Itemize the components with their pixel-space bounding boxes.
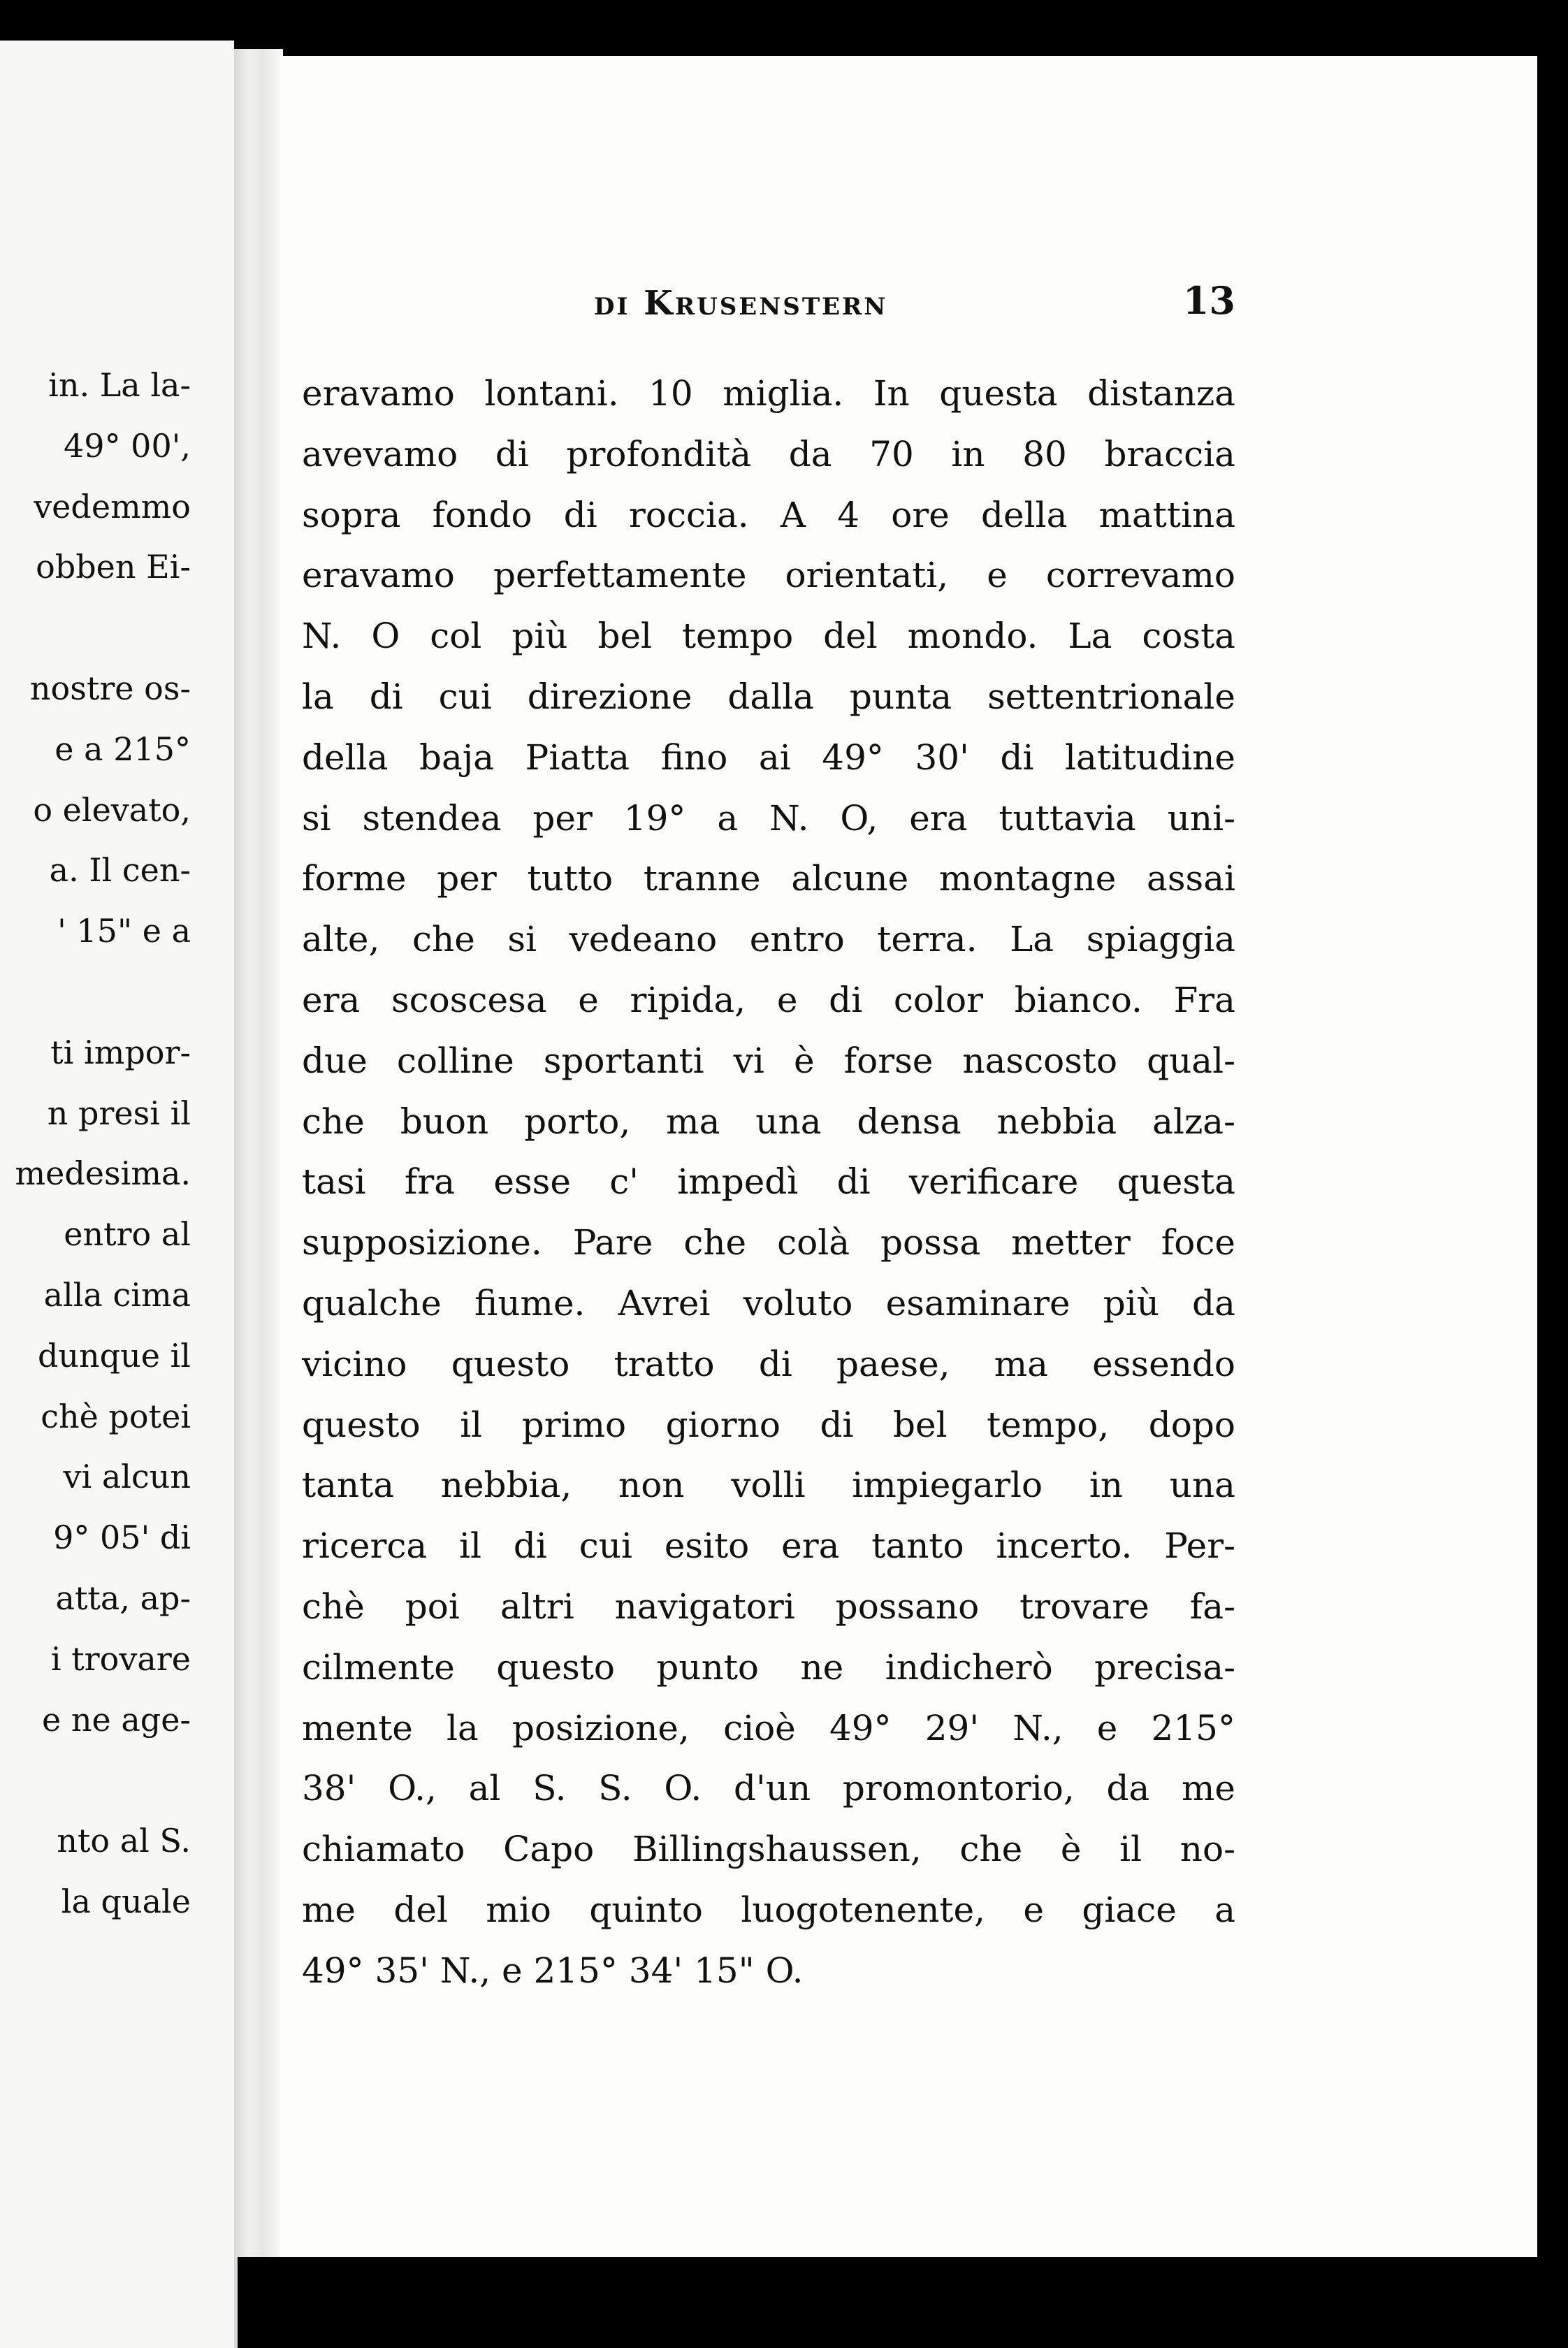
running-head: di Krusenstern: [594, 284, 888, 323]
left-page-line: dunque il: [37, 1336, 191, 1375]
text-line: cilmente questo punto ne indicherò precisa-: [302, 1646, 1235, 1688]
text-line: qualche fiume. Avrei voluto esaminare più da: [302, 1282, 1235, 1324]
left-page-text: [15, 355, 191, 1932]
left-page-line: vi alcun: [63, 1458, 191, 1496]
text-line: era scoscesa e ripida, e di color bianco. Fra: [302, 979, 1235, 1020]
text-line: me del mio quinto luogotenente, e giace a: [302, 1889, 1235, 1930]
text-line: 49° 35' N., e 215° 34' 15" O.: [302, 1950, 804, 1991]
text-line: tasi fra esse c' impedì di verificare questa: [302, 1161, 1235, 1203]
text-line: sopra fondo di roccia. A 4 ore della mattina: [302, 494, 1235, 535]
left-page-line: n presi il: [47, 1094, 191, 1132]
text-line: supposizione. Pare che colà possa metter foce: [302, 1222, 1235, 1263]
left-page-line: nostre os-: [29, 669, 191, 707]
left-page-line: atta, ap-: [55, 1579, 191, 1617]
text-line: questo il primo giorno di bel tempo, dopo: [302, 1404, 1235, 1445]
text-line: 38' O., al S. S. O. d'un promontorio, da me: [302, 1768, 1235, 1809]
text-line: la di cui direzione dalla punta settentrionale: [302, 676, 1235, 717]
text-line: che buon porto, ma una densa nebbia alza-: [302, 1101, 1235, 1142]
left-page-line: i trovare: [50, 1639, 191, 1678]
left-page-line: medesima.: [15, 1154, 191, 1193]
text-line: eravamo perfettamente orientati, e correvamo: [302, 555, 1235, 596]
page-header: [302, 278, 1235, 334]
book-gutter: [234, 49, 283, 2348]
left-page-line: [15, 1750, 191, 1811]
body-text: [302, 363, 1235, 2001]
left-page-line: a. Il cen-: [49, 851, 191, 890]
text-line: chiamato Capo Billingshaussen, che è il no-: [302, 1829, 1235, 1870]
left-page-line: 9° 05' di: [53, 1519, 191, 1557]
scan-border: [238, 2257, 1568, 2348]
left-page-line: e a 215°: [55, 730, 191, 768]
left-page-line: [15, 962, 191, 1022]
text-line: vicino questo tratto di paese, ma essendo: [302, 1343, 1235, 1384]
text-line: avevamo di profondità da 70 in 80 braccia: [302, 433, 1235, 474]
left-page-line: nto al S.: [57, 1822, 191, 1860]
text-line: chè poi altri navigatori possano trovare fa-: [302, 1586, 1235, 1627]
text-line: forme per tutto tranne alcune montagne assai: [302, 858, 1235, 899]
left-page-line: obben Ei-: [36, 548, 191, 586]
text-line: tanta nebbia, non volli impiegarlo in una: [302, 1465, 1235, 1506]
left-page-line: e ne age-: [42, 1700, 191, 1739]
text-line: ricerca il di cui esito era tanto incerto. Per-: [302, 1526, 1235, 1567]
left-page-line: alla cima: [43, 1275, 191, 1314]
text-line: si stendea per 19° a N. O, era tuttavia uni-: [302, 797, 1235, 839]
left-page-line: entro al: [64, 1215, 191, 1254]
text-line: N. O col più bel tempo del mondo. La costa: [302, 616, 1235, 657]
left-page-line: 49° 00',: [64, 426, 191, 465]
left-page-line: ti impor-: [50, 1033, 191, 1071]
left-page-line: [15, 597, 191, 658]
left-page-line: vedemmo: [34, 487, 191, 526]
page-number: 13: [1182, 278, 1235, 323]
text-line: mente la posizione, cioè 49° 29' N., e 215°: [302, 1707, 1235, 1748]
text-line: alte, che si vedeano entro terra. La spiaggia: [302, 919, 1235, 960]
left-page-fragment: [0, 41, 234, 2348]
left-page-line: ' 15" e a: [57, 912, 191, 950]
text-line: eravamo lontani. 10 miglia. In questa distanza: [302, 373, 1235, 414]
scan-border-right: [1537, 56, 1568, 2348]
left-page-line: in. La la-: [48, 366, 191, 404]
text-line: della baja Piatta fino ai 49° 30' di latitudine: [302, 737, 1235, 778]
left-page-line: o elevato,: [33, 790, 191, 829]
text-line: due colline sportanti vi è forse nascosto qual-: [302, 1040, 1235, 1081]
left-page-line: chè potei: [41, 1397, 191, 1435]
left-page-line: la quale: [61, 1882, 191, 1920]
